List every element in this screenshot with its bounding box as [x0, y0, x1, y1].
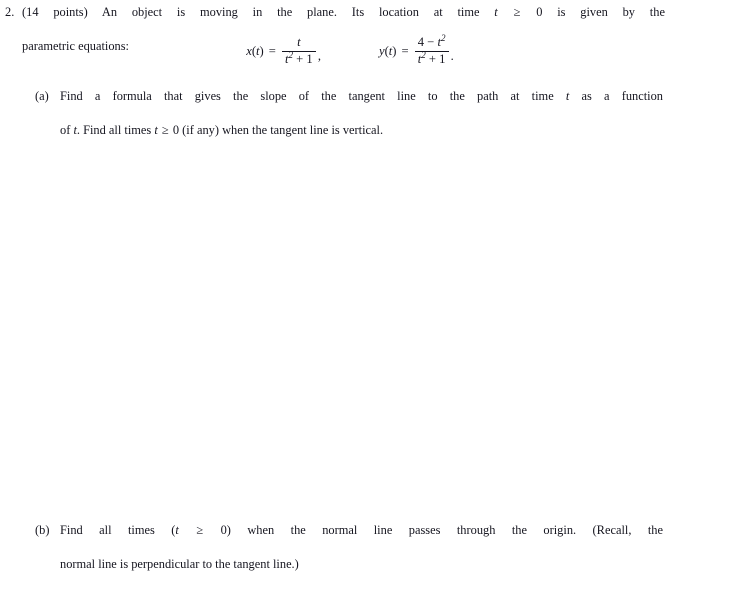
equation-y-denominator-base: t [417, 51, 422, 66]
part-b-relation: ≥ [196, 523, 204, 537]
part-a-text-1: Find a formula that gives the slope of the tangent line to the path at time [60, 89, 554, 103]
equation-y-numerator-exponent: 2 [440, 32, 446, 43]
equation-x-punctuation: , [317, 49, 321, 64]
equation-y-equals: = [401, 43, 409, 58]
equation-x [246, 36, 321, 66]
equation-y-fraction [415, 32, 449, 66]
equation-x-denominator-exponent: 2 [288, 49, 293, 60]
equation-y-denominator-tail: + 1 [428, 51, 446, 66]
problem-part-b [35, 522, 663, 573]
part-b-line-2: normal line is perpendicular to the tangent line.) [60, 557, 299, 571]
part-b-label: (b) [35, 523, 50, 537]
part-b-variable-1: t [175, 523, 179, 537]
answer-work-space [35, 128, 663, 516]
equation-y-punctuation: . [450, 49, 454, 64]
part-a-variable-1: t [565, 89, 570, 103]
equation-y-function-name: y [379, 43, 385, 58]
equation-y-numerator-base: t [437, 35, 441, 49]
equation-y-numerator [415, 32, 449, 51]
part-a-text-2-lead: of [60, 123, 71, 137]
part-a-relation: ≥ [161, 123, 169, 137]
part-a-label: (a) [35, 89, 49, 103]
equation-y-denominator [415, 49, 449, 67]
part-b-text-1-tail: ) when the normal line passes through the origin. (Recall, the [226, 523, 664, 537]
equation-y-lhs: y(t) [379, 43, 397, 58]
part-a-variable-3: t [154, 123, 158, 137]
equation-x-lhs: x(t) [246, 43, 264, 58]
part-b-line-1 [60, 522, 663, 556]
points-label: (14 points) [22, 5, 88, 19]
part-a-text-2-tail: (if any) when the tangent line is vertical. [182, 123, 384, 137]
intro-text-1: An object is moving in the plane. Its location at time [101, 5, 480, 19]
equation-y-denominator-exponent: 2 [421, 49, 426, 60]
part-a-text-1-tail: as a function [581, 89, 663, 103]
intro-bound: 0 [536, 5, 543, 19]
part-a-variable-2: t [73, 123, 77, 137]
intro-relation: ≥ [513, 5, 521, 19]
part-b-text-1-lead: Find all times ( [60, 523, 176, 537]
intro-variable: t [494, 5, 498, 19]
intro-text-1-tail: is given by the [557, 5, 665, 19]
equation-x-denominator [282, 49, 316, 67]
equation-x-equals: = [268, 43, 276, 58]
equation-x-denominator-base: t [284, 51, 289, 66]
problem-intro-line-2: parametric equations: [22, 39, 129, 53]
equation-x-denominator-tail: + 1 [296, 51, 313, 66]
problem-intro-line-1 [22, 4, 665, 38]
part-a-line-1 [60, 88, 663, 122]
part-b-text [60, 522, 663, 573]
equation-y-numerator-lead: 4 − [417, 35, 435, 49]
displayed-equations [0, 32, 700, 66]
part-b-inner [35, 522, 663, 573]
problem-number: 2. [5, 5, 15, 19]
equation-x-argument: t [256, 43, 260, 58]
equation-y-argument: t [388, 43, 393, 58]
equation-x-numerator: t [297, 35, 301, 49]
equation-x-function-name: x [246, 43, 252, 58]
part-a-bound: 0 [172, 123, 180, 137]
equation-y [379, 32, 454, 66]
part-a-text-2-mid: . Find all times [76, 123, 152, 137]
equation-x-fraction [282, 36, 316, 66]
part-b-bound: 0 [220, 523, 227, 537]
